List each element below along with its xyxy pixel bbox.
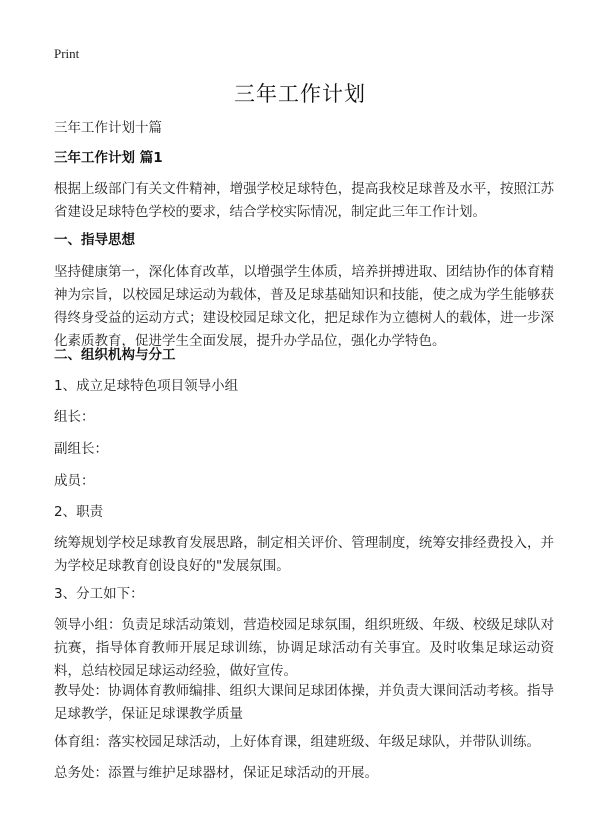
item-1-label: 1、成立足球特色项目领导小组 — [54, 378, 239, 394]
section-title: 三年工作计划 篇1 — [54, 150, 163, 166]
item-3-label: 3、分工如下： — [54, 586, 144, 602]
teaching-office-paragraph: 教导处：协调体育教师编排、组织大课间足球团体操，并负责大课间活动考核。指导足球教学，保证足球课教学质量 — [54, 683, 554, 722]
members-label: 成员： — [54, 473, 95, 489]
pe-group-paragraph: 体育组：落实校园足球活动，上好体育课，组建班级、年级足球队，并带队训练。 — [54, 734, 540, 750]
leader-label: 组长： — [54, 409, 95, 425]
subtitle: 三年工作计划十篇 — [54, 120, 162, 136]
item-2-label: 2、职责 — [54, 504, 104, 520]
heading-guiding-ideology: 一、指导思想 — [54, 232, 135, 248]
duties-paragraph: 统筹规划学校足球教育发展思路，制定相关评价、管理制度，统筹安排经费投入，并为学校足球教育创设良好的"发展氛围。 — [54, 535, 554, 574]
general-affairs-paragraph: 总务处：添置与维护足球器材，保证足球活动的开展。 — [54, 765, 378, 781]
intro-paragraph: 根据上级部门有关文件精神，增强学校足球特色，提高我校足球普及水平，按照江苏省建设足球特色学校的要求，结合学校实际情况，制定此三年工作计划。 — [54, 181, 554, 220]
guiding-paragraph: 坚持健康第一，深化体育改革，以增强学生体质，培养拼搏进取、团结协作的体育精神为宗旨，以校园足球运动为载体，普及足球基础知识和技能，使之成为学生能够获得终身受益的运动方式；建设校园足球文化，把足球作为立德树人的载体，进一步深化素质教育，促进学生全面发展，提升办学品位，强化办学特色。 — [54, 264, 554, 349]
vice-leader-label: 副组长： — [54, 441, 108, 457]
heading-organization: 二、组织机构与分工 — [54, 347, 176, 363]
page-title: 三年工作计划 — [234, 82, 366, 106]
print-link[interactable]: Print — [54, 46, 80, 61]
leader-group-paragraph: 领导小组：负责足球活动策划，营造校园足球氛围，组织班级、年级、校级足球队对抗赛，指导体育教师开展足球训练，协调足球活动有关事宜。及时收集足球运动资料，总结校园足球运动经验，做好宣传。 — [54, 617, 554, 679]
